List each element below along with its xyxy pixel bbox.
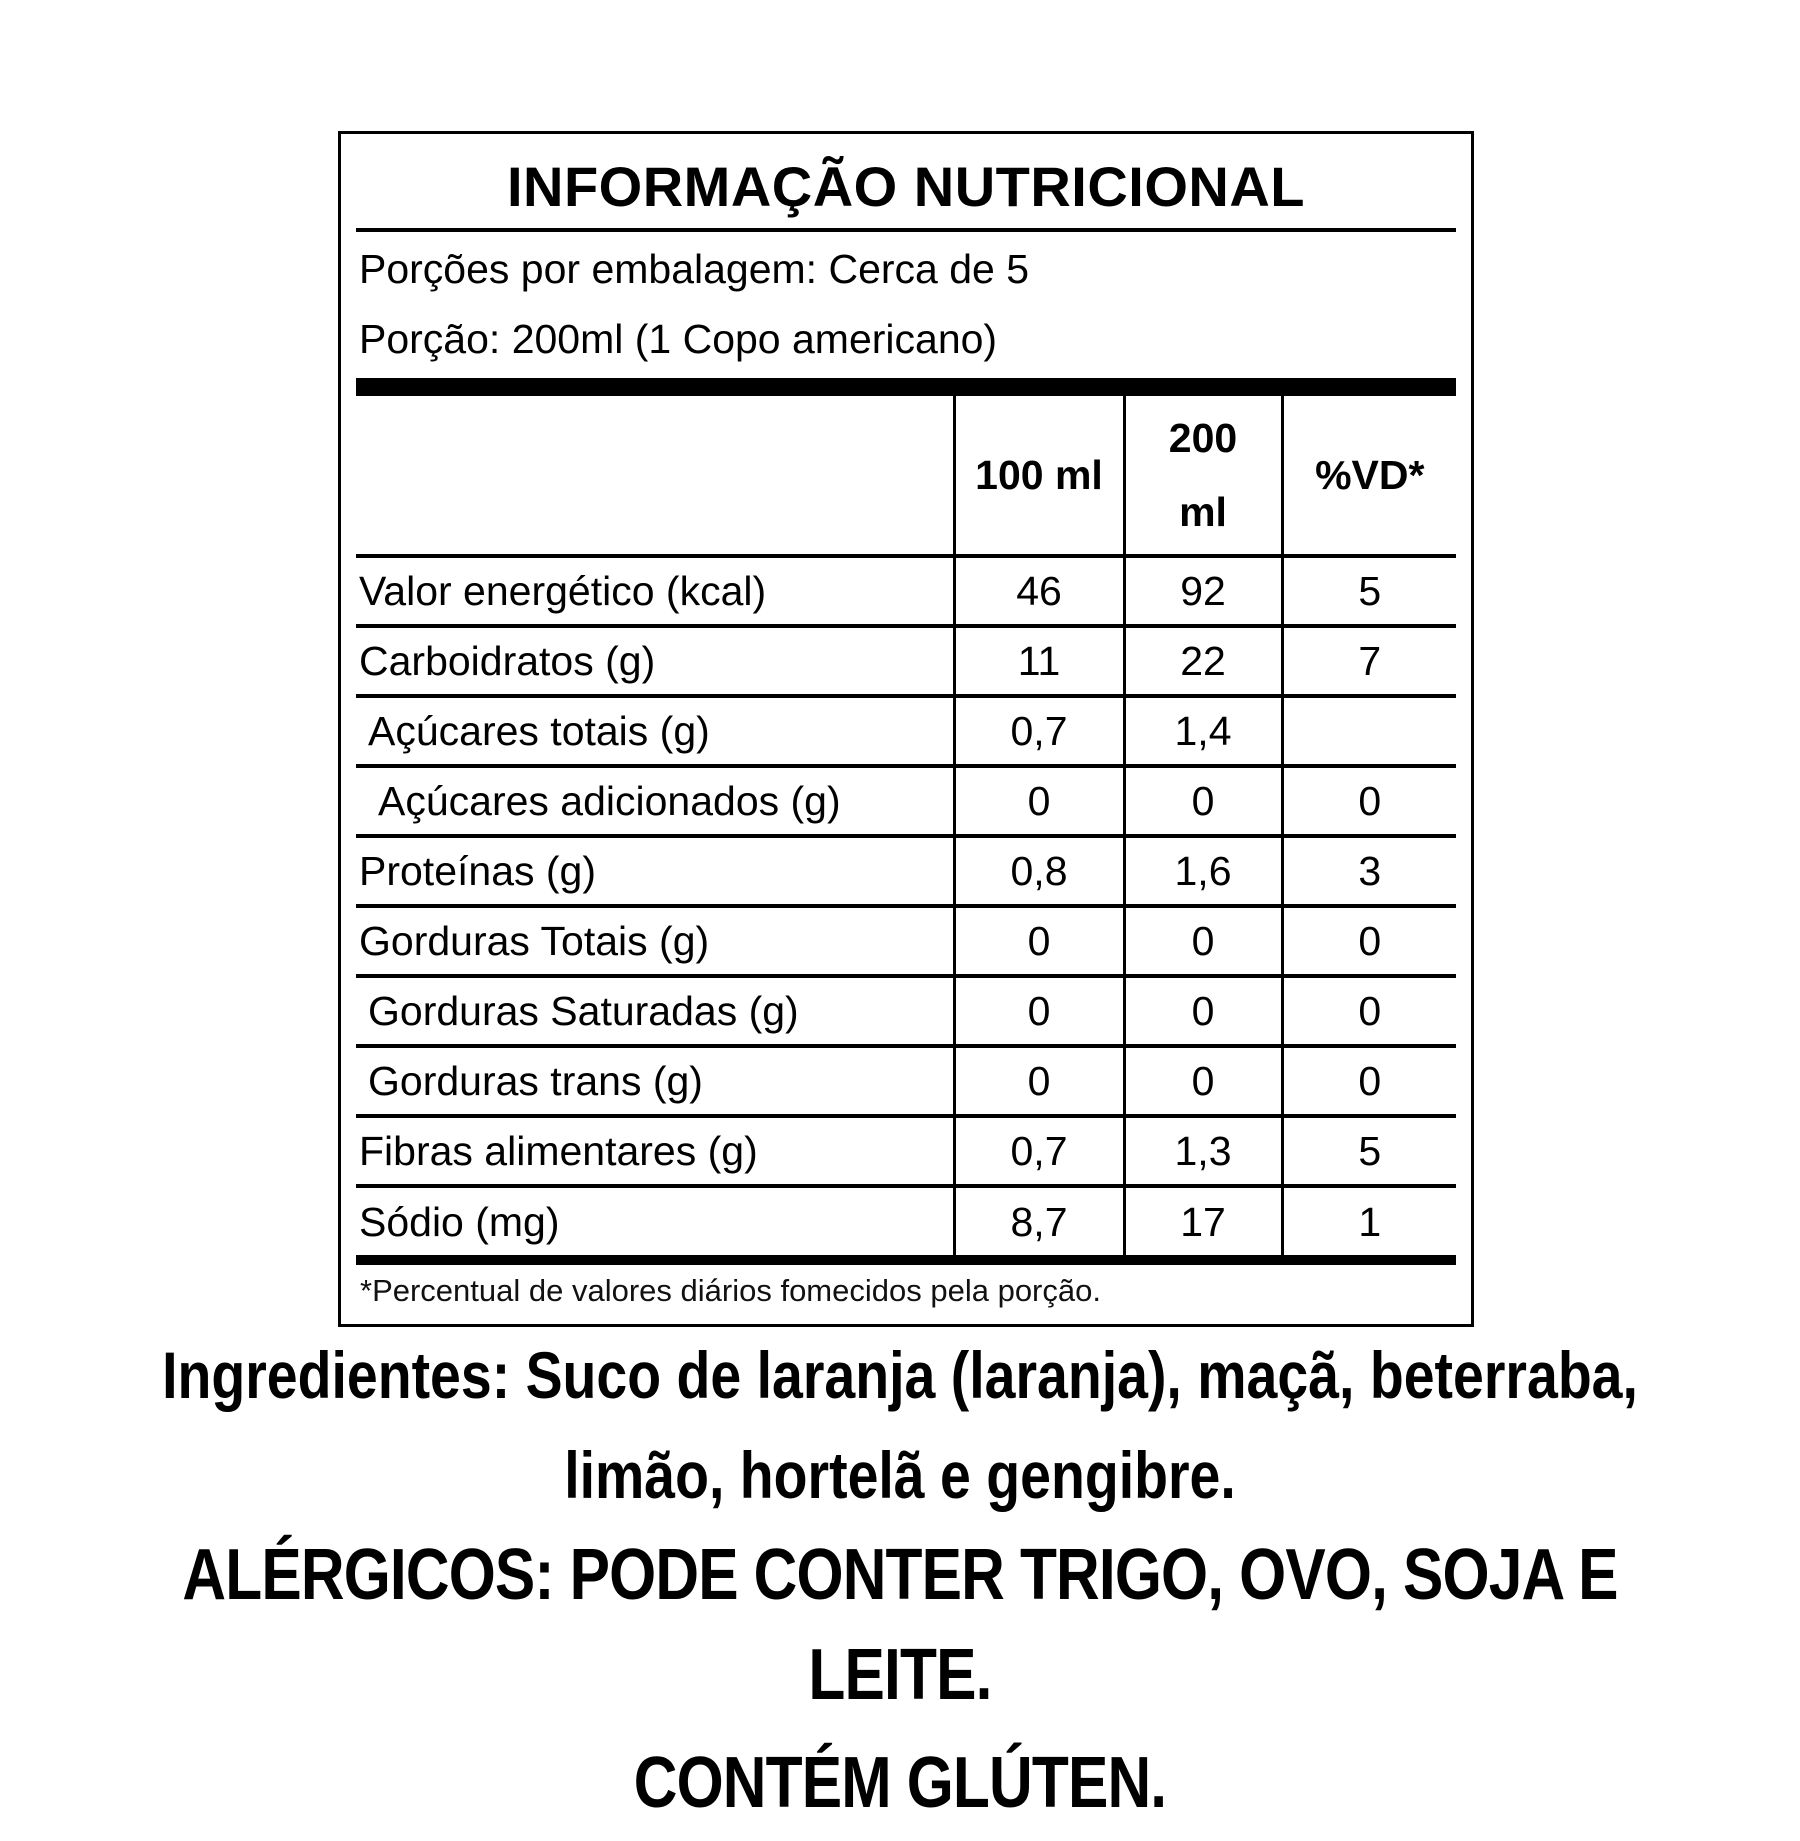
- value-daily-percent: 7: [1282, 626, 1456, 696]
- header-nutrient: [356, 396, 954, 556]
- value-200ml: 0: [1124, 766, 1282, 836]
- table-row: [356, 1186, 1456, 1255]
- value-200ml: 22: [1124, 626, 1282, 696]
- nutrient-name: Proteínas (g): [356, 836, 954, 906]
- nutrient-name: Sódio (mg): [359, 1198, 560, 1245]
- table-row: [356, 836, 1456, 906]
- value-daily-percent: 0: [1282, 766, 1456, 836]
- value-200ml: 1,4: [1124, 696, 1282, 766]
- table-row: [356, 906, 1456, 976]
- value-daily-percent: [1282, 696, 1456, 766]
- value-100ml: 0: [954, 766, 1124, 836]
- nutrition-table: [356, 396, 1456, 1255]
- header-200ml: [1124, 396, 1282, 556]
- value-daily-percent: 0: [1282, 1046, 1456, 1116]
- value-200ml: 1,6: [1124, 836, 1282, 906]
- table-header-row: [356, 396, 1456, 556]
- value-daily-percent: 5: [1282, 1116, 1456, 1186]
- value-100ml: 0,8: [954, 836, 1124, 906]
- value-200ml: 92: [1124, 556, 1282, 626]
- header-daily-value: %VD*: [1282, 396, 1456, 556]
- table-row: [356, 696, 1456, 766]
- allergens-warning: ALÉRGICOS: PODE CONTER TRIGO, OVO, SOJA E LEITE.: [182, 1535, 1618, 1715]
- table-row: [356, 626, 1456, 696]
- label-title: INFORMAÇÃO NUTRICIONAL: [356, 146, 1456, 232]
- header-200ml-text: 200 ml: [1168, 415, 1238, 535]
- nutrient-name: Açúcares totais (g): [356, 696, 954, 766]
- value-daily-percent: 1: [1282, 1186, 1456, 1255]
- table-row: [356, 766, 1456, 836]
- value-100ml: 0,7: [954, 1116, 1124, 1186]
- nutrient-name: Açúcares adicionados (g): [356, 766, 954, 836]
- nutrient-name: Gorduras Totais (g): [356, 906, 954, 976]
- value-200ml: 1,3: [1124, 1116, 1282, 1186]
- table-row: [356, 1046, 1456, 1116]
- value-100ml: 0: [954, 976, 1124, 1046]
- nutrition-table-body: [356, 556, 1456, 1255]
- value-200ml: 17: [1124, 1186, 1282, 1255]
- value-200ml: 0: [1124, 1046, 1282, 1116]
- nutrition-facts-content: [356, 146, 1456, 1309]
- value-daily-percent: 0: [1282, 906, 1456, 976]
- table-row: [356, 976, 1456, 1046]
- ingredients-line-1: Ingredientes: Suco de laranja (laranja), maçã, beterraba,: [162, 1338, 1638, 1412]
- nutrient-name: Gorduras trans (g): [356, 1046, 954, 1116]
- value-100ml: 11: [954, 626, 1124, 696]
- value-100ml: 0: [954, 906, 1124, 976]
- nutrient-name: Carboidratos (g): [356, 626, 954, 696]
- value-100ml: 8,7: [954, 1186, 1124, 1255]
- footnote: *Percentual de valores diários fomecidos pela porção.: [360, 1273, 1101, 1308]
- nutrient-name: Valor energético (kcal): [356, 556, 954, 626]
- gluten-warning: CONTÉM GLÚTEN.: [633, 1743, 1167, 1823]
- value-daily-percent: 3: [1282, 836, 1456, 906]
- value-daily-percent: 0: [1282, 976, 1456, 1046]
- header-100ml: 100 ml: [954, 396, 1124, 556]
- nutrition-facts-label: [338, 131, 1474, 1327]
- nutrient-name: Gorduras Saturadas (g): [356, 976, 954, 1046]
- value-100ml: 0: [954, 1046, 1124, 1116]
- servings-per-package: Porções por embalagem: Cerca de 5: [359, 246, 1030, 292]
- ingredients-line-2: limão, hortelã e gengibre.: [564, 1438, 1236, 1512]
- table-row: [356, 1116, 1456, 1186]
- ingredients-block: [144, 1325, 1656, 1841]
- value-100ml: 0,7: [954, 696, 1124, 766]
- thick-divider: [356, 378, 1456, 396]
- value-200ml: 0: [1124, 976, 1282, 1046]
- table-row: [356, 556, 1456, 626]
- value-100ml: 46: [954, 556, 1124, 626]
- nutrient-name: Fibras alimentares (g): [356, 1116, 954, 1186]
- value-daily-percent: 5: [1282, 556, 1456, 626]
- serving-size: Porção: 200ml (1 Copo americano): [359, 316, 998, 362]
- value-200ml: 0: [1124, 906, 1282, 976]
- bottom-thick-divider: [356, 1255, 1456, 1265]
